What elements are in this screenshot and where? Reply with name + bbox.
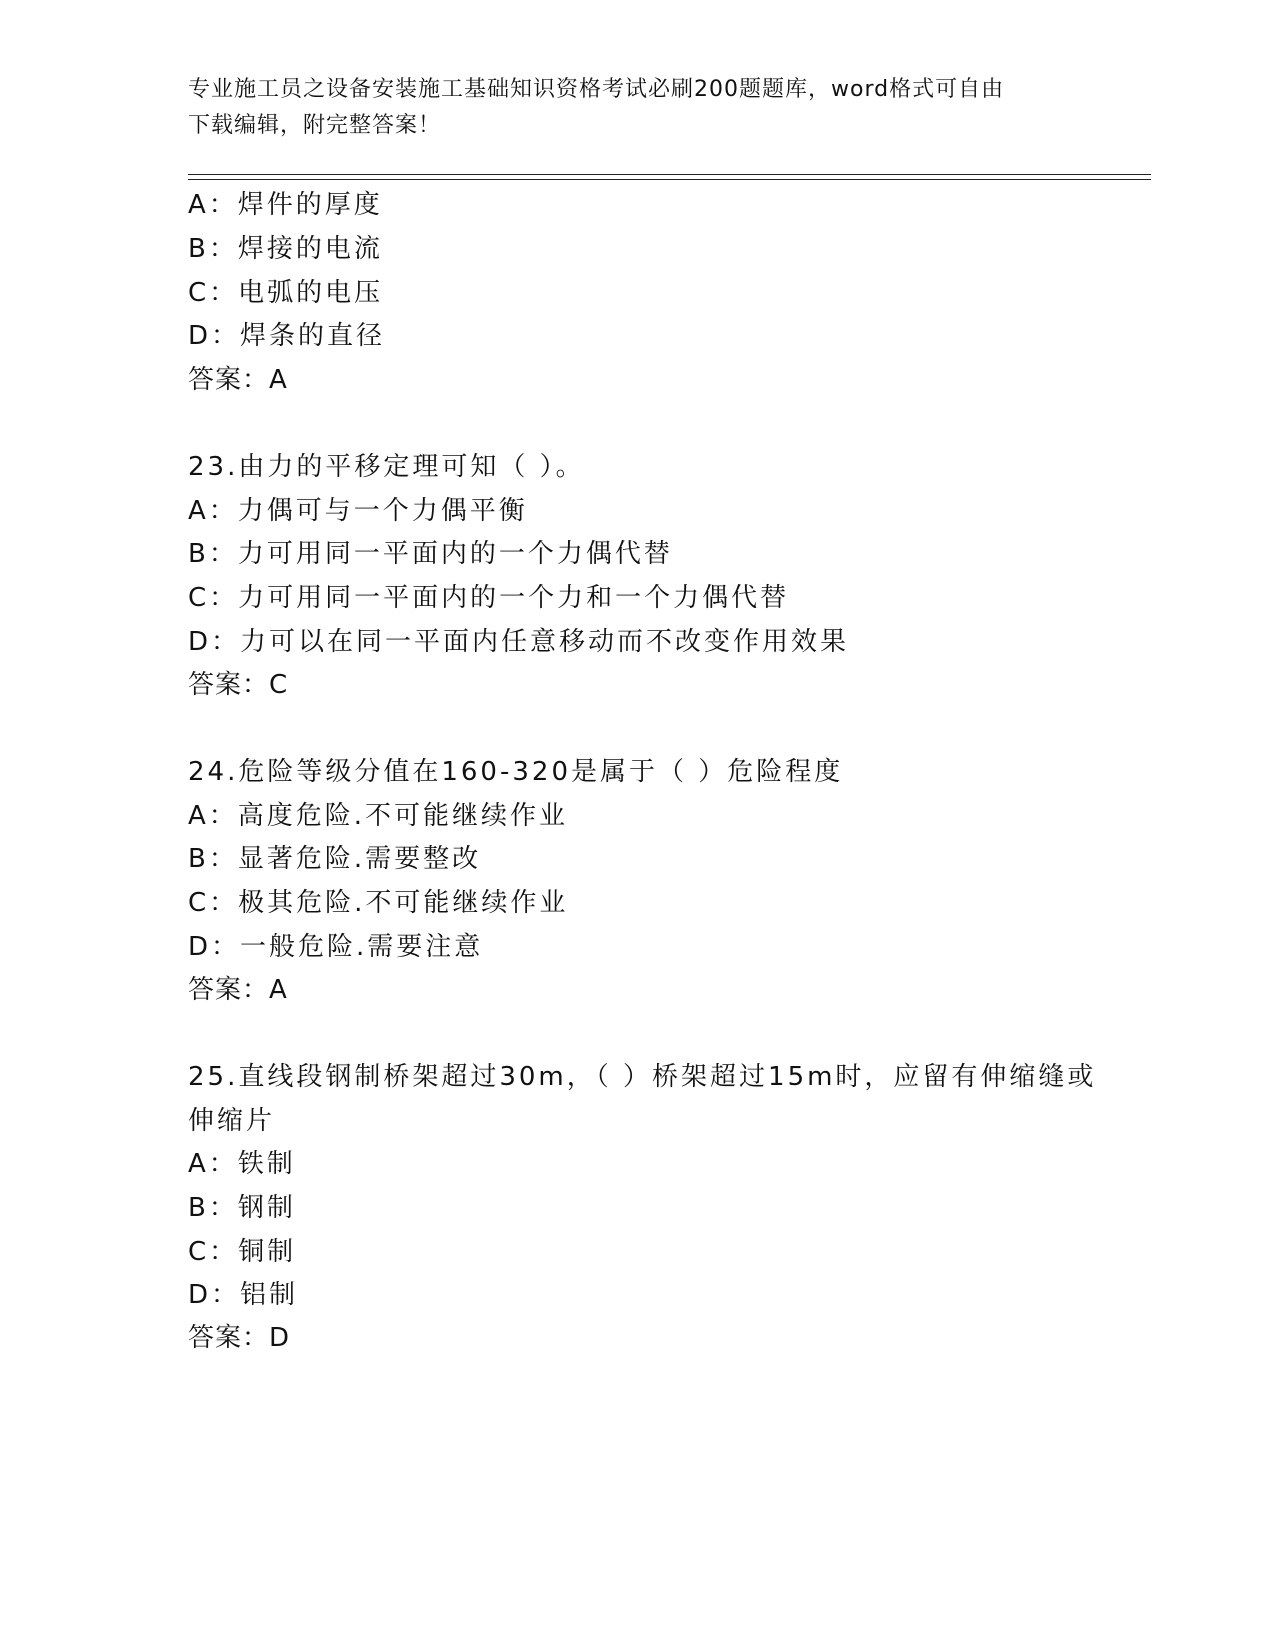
q23-stem: 23.由力的平移定理可知（ ）。 [188, 452, 585, 482]
q24-option-b: B：显著危险.需要整改 [188, 844, 482, 874]
q23-option-b: B：力可用同一平面内的一个力偶代替 [188, 539, 673, 569]
q23-option-a: A：力偶可与一个力偶平衡 [188, 496, 528, 526]
q25-option-c: C：铜制 [188, 1237, 297, 1267]
q22-option-c: C：电弧的电压 [188, 278, 384, 308]
q25-answer: 答案：D [188, 1323, 291, 1353]
q25-option-a: A：铁制 [188, 1149, 296, 1179]
q25-option-d: D：铝制 [188, 1280, 299, 1310]
document-header [188, 72, 1068, 144]
q22-option-b: B：焊接的电流 [188, 234, 383, 264]
header-divider-top [188, 174, 1151, 175]
header-line-2: 下载编辑，附完整答案！ [188, 113, 442, 138]
header-line-1: 专业施工员之设备安装施工基础知识资格考试必刷200题题库，word格式可自由 [188, 77, 1005, 102]
q23-answer: 答案：C [188, 670, 289, 700]
q25-stem-line-2: 伸缩片 [188, 1106, 276, 1136]
q22-answer: 答案：A [188, 365, 288, 395]
q24-option-d: D：一般危险.需要注意 [188, 932, 484, 962]
q22-option-d: D：焊条的直径 [188, 321, 386, 351]
q22-option-a: A：焊件的厚度 [188, 190, 383, 220]
q24-answer: 答案：A [188, 975, 288, 1005]
q25-option-b: B：钢制 [188, 1193, 296, 1223]
header-divider-bottom [188, 179, 1151, 180]
q24-option-c: C：极其危险.不可能继续作业 [188, 888, 569, 918]
q24-stem: 24.危险等级分值在160-320是属于（ ）危险程度 [188, 757, 844, 787]
q23-option-d: D：力可以在同一平面内任意移动而不改变作用效果 [188, 627, 850, 657]
q23-option-c: C：力可用同一平面内的一个力和一个力偶代替 [188, 583, 790, 613]
q25-stem-line-1: 25.直线段钢制桥架超过30m，（ ）桥架超过15m时，应留有伸缩缝或 [188, 1062, 1097, 1092]
q24-option-a: A：高度危险.不可能继续作业 [188, 801, 569, 831]
